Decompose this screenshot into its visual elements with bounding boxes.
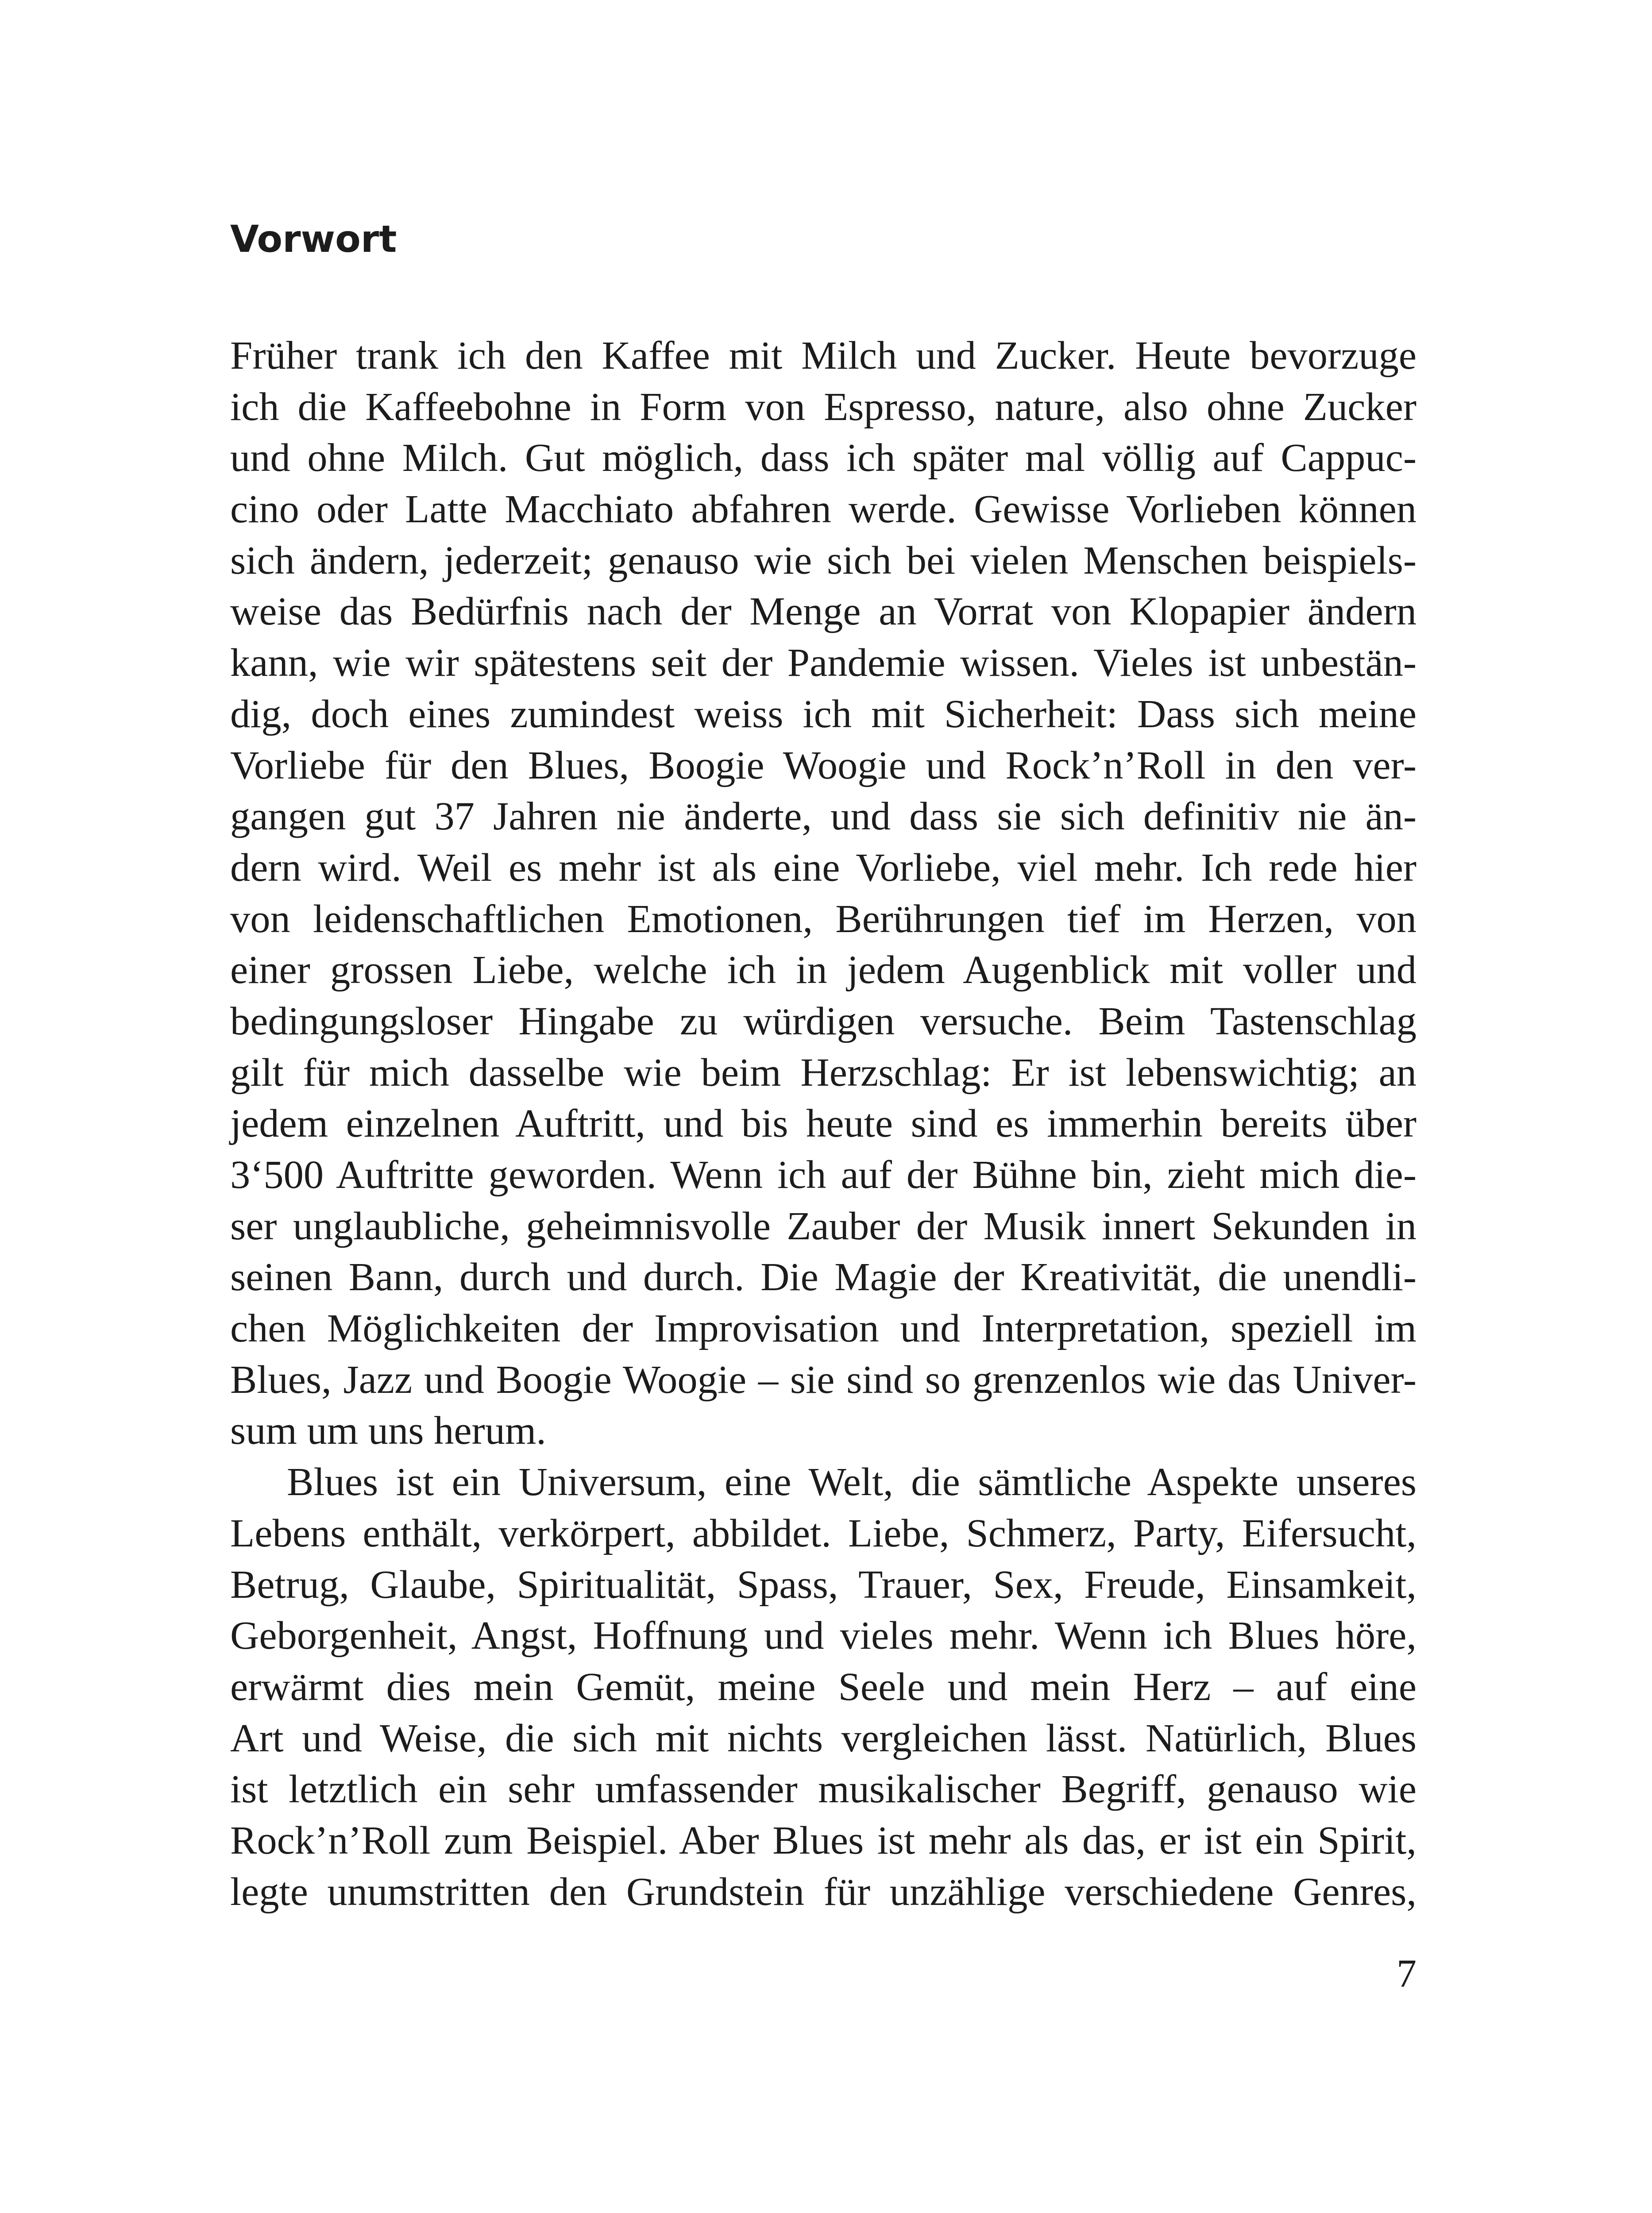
- text-line: bedingungsloser Hingabe zu würdigen versuche. Beim Tastenschlag: [230, 998, 1417, 1043]
- page-number: 7: [1397, 1952, 1417, 1996]
- text-line: 3‘500 Auftritte geworden. Wenn ich auf der Bühne bin, zieht mich die-: [230, 1152, 1417, 1197]
- text-line: seinen Bann, durch und durch. Die Magie der Kreativität, die unendli-: [230, 1254, 1417, 1299]
- text-line: jedem einzelnen Auftritt, und bis heute sind es immerhin bereits über: [230, 1101, 1417, 1146]
- text-line: dig, doch eines zumindest weiss ich mit Sicherheit: Dass sich meine: [230, 691, 1417, 736]
- paragraph-1: [230, 330, 1417, 1456]
- text-line: einer grossen Liebe, welche ich in jedem Augenblick mit voller und: [230, 947, 1417, 992]
- text-line: Rock’n’Roll zum Beispiel. Aber Blues ist mehr als das, er ist ein Spirit,: [230, 1817, 1417, 1862]
- text-line: cino oder Latte Macchiato abfahren werde. Gewisse Vorlieben können: [230, 486, 1417, 532]
- text-line: und ohne Milch. Gut möglich, dass ich später mal völlig auf Cappuc-: [230, 435, 1417, 480]
- text-line: sum um uns herum.: [230, 1408, 546, 1453]
- text-line: Vorliebe für den Blues, Boogie Woogie und Rock’n’Roll in den ver-: [230, 742, 1417, 787]
- text-line: von leidenschaftlichen Emotionen, Berührungen tief im Herzen, von: [230, 896, 1417, 941]
- text-line: gangen gut 37 Jahren nie änderte, und dass sie sich definitiv nie än-: [230, 794, 1417, 839]
- text-line: Geborgenheit, Angst, Hoffnung und vieles mehr. Wenn ich Blues höre,: [230, 1613, 1417, 1658]
- text-line: Früher trank ich den Kaffee mit Milch und Zucker. Heute bevorzuge: [230, 333, 1417, 378]
- body-text: [230, 330, 1417, 1917]
- chapter-heading: Vorwort: [230, 217, 397, 261]
- text-line: Lebens enthält, verkörpert, abbildet. Liebe, Schmerz, Party, Eifersucht,: [230, 1510, 1417, 1555]
- text-line: gilt für mich dasselbe wie beim Herzschlag: Er ist lebenswichtig; an: [230, 1049, 1417, 1095]
- text-line: dern wird. Weil es mehr ist als eine Vorliebe, viel mehr. Ich rede hier: [230, 844, 1417, 890]
- text-line: chen Möglichkeiten der Improvisation und Interpretation, speziell im: [230, 1306, 1417, 1351]
- text-line: sich ändern, jederzeit; genauso wie sich bei vielen Menschen beispiels-: [230, 537, 1417, 582]
- text-line: ist letztlich ein sehr umfassender musikalischer Begriff, genauso wie: [230, 1766, 1417, 1812]
- text-line: Blues, Jazz und Boogie Woogie – sie sind so grenzenlos wie das Univer-: [230, 1357, 1417, 1402]
- text-line: Betrug, Glaube, Spiritualität, Spass, Trauer, Sex, Freude, Einsamkeit,: [230, 1561, 1417, 1607]
- paragraph-2: [230, 1456, 1417, 1917]
- text-line: ich die Kaffeebohne in Form von Espresso, nature, also ohne Zucker: [230, 384, 1417, 429]
- text-line: erwärmt dies mein Gemüt, meine Seele und mein Herz – auf eine: [230, 1664, 1417, 1709]
- text-line: kann, wie wir spätestens seit der Pandemie wissen. Vieles ist unbestän-: [230, 640, 1417, 685]
- text-line: ser unglaubliche, geheimnisvolle Zauber der Musik innert Sekunden in: [230, 1203, 1417, 1248]
- text-line: Art und Weise, die sich mit nichts vergleichen lässt. Natürlich, Blues: [230, 1715, 1417, 1760]
- text-line: weise das Bedürfnis nach der Menge an Vorrat von Klopapier ändern: [230, 589, 1417, 634]
- text-line: legte unumstritten den Grundstein für unzählige verschiedene Genres,: [230, 1869, 1417, 1914]
- text-line: Blues ist ein Universum, eine Welt, die sämtliche Aspekte unseres: [287, 1459, 1417, 1504]
